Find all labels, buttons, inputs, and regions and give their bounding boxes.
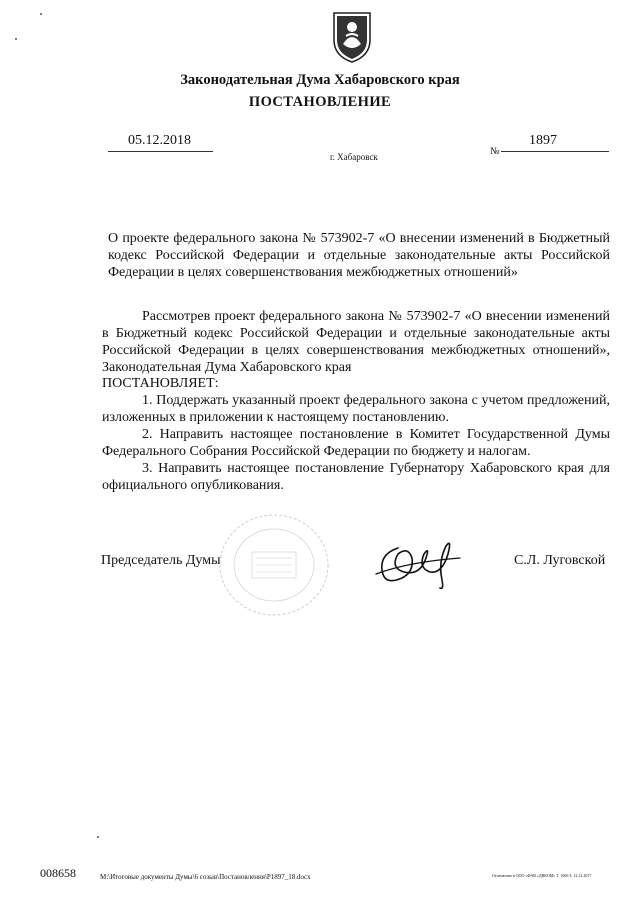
chairman-title: Председатель Думы	[101, 553, 221, 568]
scan-speck	[97, 836, 99, 838]
registration-number: 008658	[40, 866, 76, 880]
official-seal-stamp	[214, 510, 334, 620]
decree-word: ПОСТАНОВЛЯЕТ:	[102, 376, 219, 391]
decision-item-1: 1. Поддержать указанный проект федерального закона с учетом предложений, изложенных в приложении к настоящему постановлению.	[102, 393, 610, 425]
decision-item-2: 2. Направить настоящее постановление в Комитет Государственной Думы Федерального Собрания Российской Федерации по бюджету и налогам.	[102, 427, 610, 459]
decision-item-3: 3. Направить настоящее постановление Губернатору Хабаровского края для официального опубликования.	[102, 461, 610, 493]
organization-name: Законодательная Дума Хабаровского края	[180, 72, 460, 88]
signer-name: С.Л. Луговской	[514, 553, 606, 568]
coat-of-arms-emblem	[331, 10, 373, 64]
handwritten-signature	[368, 528, 468, 592]
document-subject: О проекте федерального закона № 573902-7 «О внесении изменений в Бюджетный кодекс Российской Федерации и отдельные законодательные акты Российской Федерации в целях совершенствования межбюджетных отношений»	[108, 231, 610, 280]
print-note: Отпечатано в ООО «ФАВ «ДВКОМ» Т. 1000 З. 12.12.2017	[492, 873, 592, 878]
scan-speck	[15, 38, 17, 40]
scan-speck	[40, 13, 42, 15]
number-sign: №	[490, 146, 500, 157]
document-type: ПОСТАНОВЛЕНИЕ	[248, 94, 392, 110]
file-path: M:\Итоговые документы Думы\6 созыв\Постановления\P1897_18.docx	[100, 873, 311, 881]
document-date: 05.12.2018	[128, 133, 191, 148]
document-number: 1897	[529, 133, 557, 148]
date-underline	[108, 151, 213, 152]
preamble-paragraph: Рассмотрев проект федерального закона № 573902-7 «О внесении изменений в Бюджетный кодекс Российской Федерации и отдельные законодательные акты Российской Федерации в целях совершенствования межбюджетных отношений», Законодательная Дума Хабаровского края	[102, 309, 610, 375]
number-underline	[501, 151, 609, 152]
city-label: г. Хабаровск	[330, 152, 378, 162]
